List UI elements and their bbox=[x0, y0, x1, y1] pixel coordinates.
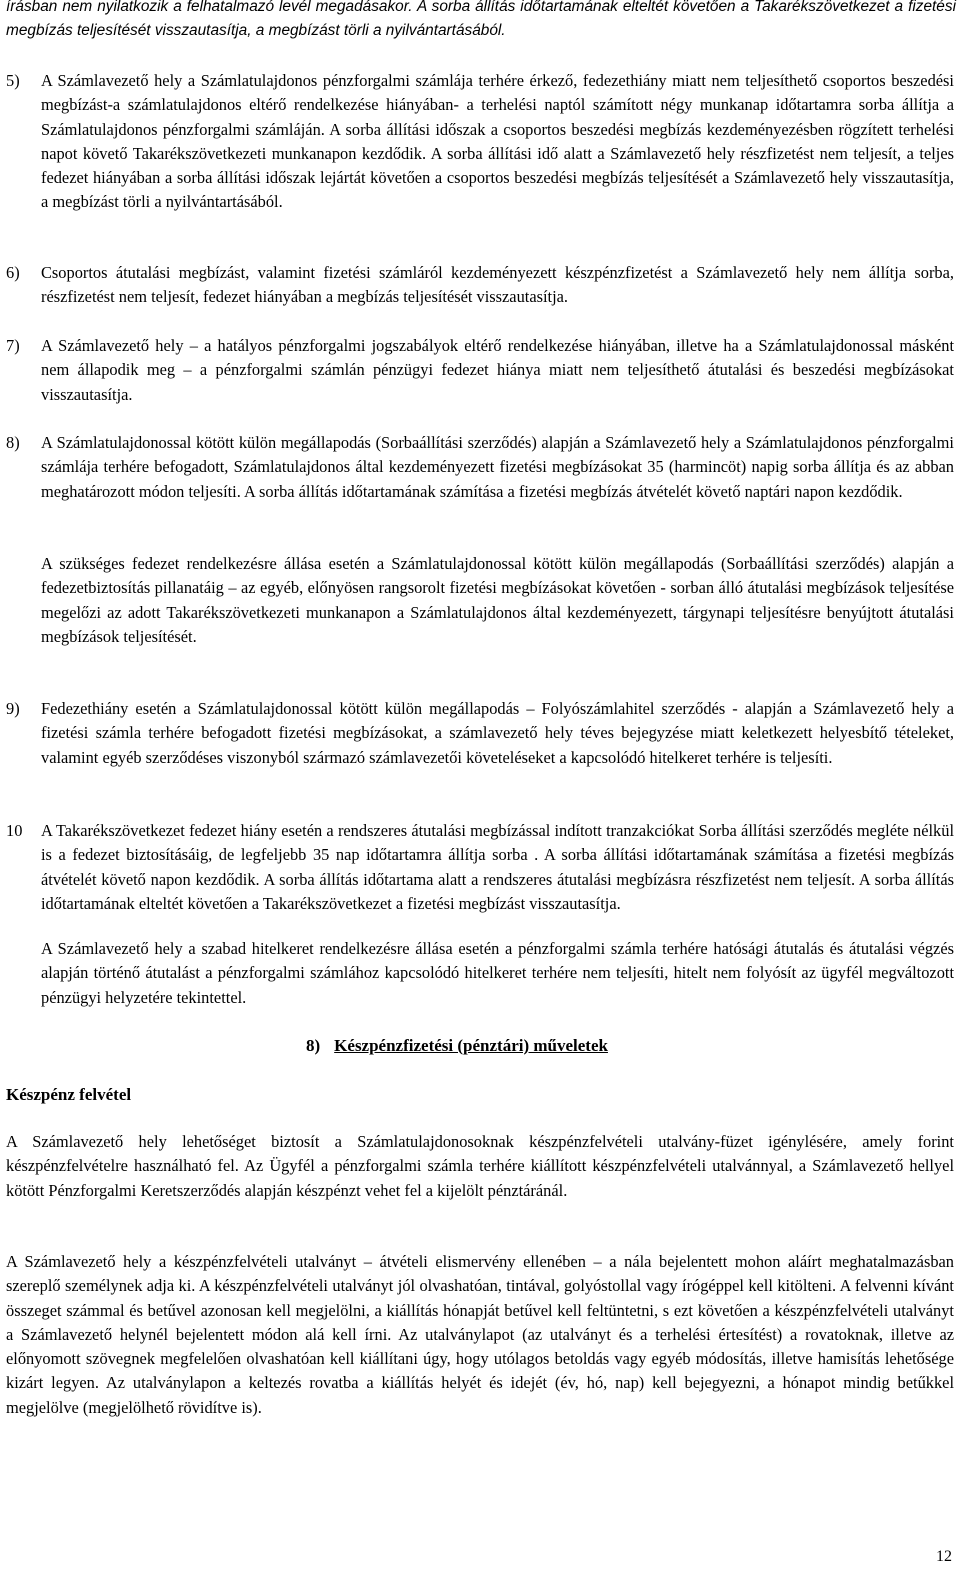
cash-withdrawal-paragraph-1: A Számlavezető hely lehetőséget biztosít a Számlatulajdonosoknak készpénzfelvételi utalvány-füzet igénylésére, amely forint készpénzfelvételre használható fel. Az Ügyfél a pénzforgalmi számla terhére kiállított készpénzfelvételi utalvánnyal, a Számlavezető hellyel kötött Pénzforgalmi Keretszerződés alapján készpénzt vehet fel a kijelölt pénztáránál. bbox=[6, 1132, 954, 1200]
cash-withdrawal-paragraph-2: A Számlavezető hely a készpénzfelvételi utalványt – átvételi elismervény ellenében – a nála bejelentett mohon aláírt meghatalmazásban szereplő személynek adja ki. A készpénzfelvételi utalványt jól olvashatóan, tintával, golyóstollal vagy írógéppel kell kitölteni. A felvenni kívánt összeget számmal és betűvel azonosan kell megjelölni, a kiállítás hónapját betűvel kell feltüntetni, s ezt követően a készpénzfelvételi utalványt a Számlavezető helynél bejelentett módon alá kell írni. Az utalványlapot (az utalványt és a terhelési értesítést) a rovatoknak, illetve az előnyomott szövegnek megfelelően olvashatóan kell kiállítani úgy, hogy utólagos betoldás vagy egyéb módosítás, illetve hamisítás lehetősége kizárt legyen. Az utalványlapon a keltezés rovatba a kiállítás helyét és idejét (év, hó, nap) kell bejegyezni, a hónapot mindig betűkkel megjelölve (megjelölhető rövidítve is). bbox=[6, 1252, 954, 1417]
item-number-9: 9) bbox=[6, 699, 20, 718]
item-8-paragraph-2: A szükséges fedezet rendelkezésre állása esetén a Számlatulajdonossal kötött külön megállapodás (Sorbaállítási szerződés) alapján a fedezetbiztosítás pillanatáig – az egyéb, előnyösen rangsorolt fizetési megbízásokat követően - sorban álló átutalási megbízások teljesítése megelőzi az adott Takarékszövetkezeti munkanapon a Számlatulajdonos által kezdeményezett, tárgynapi teljesítésre benyújtott átutalási megbízások teljesítését. bbox=[41, 554, 954, 646]
item-10-paragraph-1: A Takarékszövetkezet fedezet hiány esetén a rendszeres átutalási megbízással indított tranzakciókat Sorba állítási szerződés megléte nélkül is a fedezet biztosításáig, de legfeljebb 35 nap időtartamra állítja sorba . A sorba állítási időtartamának számítása a fizetési megbízás átvételét követő napon kezdődik. A sorba állítás időtartama alatt a rendszeres átutalási megbízásra részfizetést nem teljesít. A sorba állítás időtartamának elteltét követően a Takarékszövetkezet a fizetési megbízást visszautasítja. bbox=[41, 821, 954, 913]
continued-paragraph: írásban nem nyilatkozik a felhatalmazó levél megadásakor. A sorba állítás időtartamának elteltét követően a Takarékszövetkezet a fizetési megbízás teljesítését visszautasítja, a megbízást törli a nyilvántartásából. bbox=[6, 0, 956, 39]
item-5-paragraph: A Számlavezető hely a Számlatulajdonos pénzforgalmi számlája terhére érkező, fedezethiány miatt nem teljesíthető csoportos beszedési megbízást-a számlatulajdonos eltérő rendelkezése hiányában- a terhelési naptól számított négy munkanap időtartamra sorba állítja a Számlatulajdonos pénzforgalmi számláján. A sorba állítási időszak a csoportos beszedési megbízás kezdeményezésben rögzített terhelési napot követő Takarékszövetkezeti munkanapon kezdődik. A sorba állítási idő alatt a Számlavezető hely részfizetést nem teljesít, a teljes fedezet hiányában a sorba állítási időszak lejártát követően a csoportos beszedési megbízás teljesítését a Számlavezető hely visszautasítja, a megbízást törli a nyilvántartásából. bbox=[41, 71, 954, 212]
page-number: 12 bbox=[936, 1548, 952, 1565]
item-number-6: 6) bbox=[6, 263, 20, 282]
item-number-8: 8) bbox=[6, 433, 20, 452]
section-number: 8) bbox=[306, 1036, 321, 1055]
item-number-5: 5) bbox=[6, 71, 20, 90]
item-number-7: 7) bbox=[6, 336, 20, 355]
section-heading bbox=[306, 1034, 608, 1058]
item-10-paragraph-2: A Számlavezető hely a szabad hitelkeret rendelkezésre állása esetén a pénzforgalmi számla terhére hatósági átutalás és átutalási végzés alapján történő átutalást a pénzforgalmi számlához kapcsolódó hitelkeret terhére nem teljesíti, hitelt nem folyósít az ügyfél megváltozott pénzügyi helyzetére tekintettel. bbox=[41, 939, 954, 1007]
item-number-10: 10 bbox=[6, 821, 23, 840]
item-9-paragraph: Fedezethiány esetén a Számlatulajdonossal kötött külön megállapodás – Folyószámlahitel szerződés - alapján a Számlavezető hely a fizetési számla terhére befogadott fizetési megbízásokat, a számlavezető hely téves bejegyzése miatt keletkezett helyesbítő tételeket, valamint egyéb szerződéses viszonyból származó számlavezetői követeléseket a kapcsolódó hitelkeret terhére is teljesíti. bbox=[41, 699, 954, 767]
item-7-paragraph: A Számlavezető hely – a hatályos pénzforgalmi jogszabályok eltérő rendelkezése hiányában, illetve ha a Számlatulajdonossal másként nem állapodik meg – a pénzforgalmi számlán pénzügyi fedezet hiánya miatt nem teljesíthető átutalási és beszedési megbízásokat visszautasítja. bbox=[41, 336, 954, 404]
item-6-paragraph: Csoportos átutalási megbízást, valamint fizetési számláról kezdeményezett készpénzfizetést a Számlavezető hely nem állítja sorba, részfizetést nem teljesít, fedezet hiányában a megbízás teljesítését visszautasítja. bbox=[41, 263, 954, 307]
item-8-paragraph-1: A Számlatulajdonossal kötött külön megállapodás (Sorbaállítási szerződés) alapján a Számlavezető hely a Számlatulajdonos pénzforgalmi számlája terhére befogadott, Számlatulajdonos által kezdeményezett fizetési megbízásokat 35 (harmincöt) napig sorba állítja és az abban meghatározott módon teljesíti. A sorba állítás időtartamának számítása a fizetési megbízás átvételét követő naptári napon kezdődik. bbox=[41, 433, 954, 501]
subsection-title: Készpénz felvétel bbox=[6, 1085, 132, 1104]
section-title: Készpénzfizetési (pénztári) műveletek bbox=[334, 1036, 608, 1055]
